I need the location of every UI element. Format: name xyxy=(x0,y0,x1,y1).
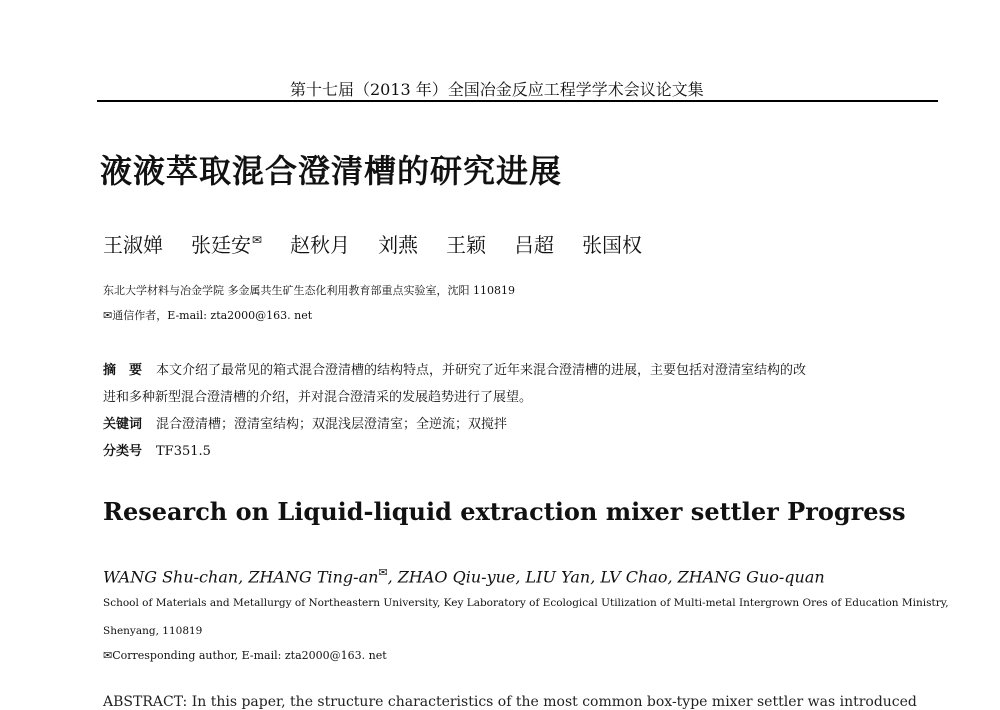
author-cn: 吕超 xyxy=(514,233,555,257)
classification-label: 分类号 xyxy=(103,444,143,459)
envelope-icon: ✉ xyxy=(252,233,263,248)
keywords-label: 关键词 xyxy=(103,417,143,432)
abstract-cn xyxy=(103,357,943,465)
corresponding-note-cn: ✉通信作者，E-mail: zta2000@163. net xyxy=(103,309,313,322)
abstract-label: 摘 要 xyxy=(103,363,143,378)
author-cn: 赵秋月 xyxy=(290,233,351,257)
affiliation-cn: 东北大学材料与冶金学院 多金属共生矿生态化利用教育部重点实验室，沈阳 110819 xyxy=(103,284,515,297)
keywords-text: 混合澄清槽；澄清室结构；双混浅层澄清室；全逆流；双搅拌 xyxy=(156,417,508,432)
author-list-cn xyxy=(103,229,642,258)
abstract-text-line1: 本文介绍了最常见的箱式混合澄清槽的结构特点，并研究了近年来混合澄清槽的进展，主要包括对澄清室结构的改 xyxy=(156,363,807,378)
author-cn: 王颖 xyxy=(446,233,487,257)
author-cn: 王淑婵 xyxy=(103,233,163,257)
author-cn: 张国权 xyxy=(582,233,643,257)
abstract-text-line2: 进和多种新型混合澄清槽的介绍，并对混合澄清采的发展趋势进行了展望。 xyxy=(103,390,533,405)
author-cn: 刘燕 xyxy=(378,233,419,257)
author-cn-corresponding xyxy=(191,229,262,258)
abstract-en-cutoff: ABSTRACT: In this paper, the structure characteristics of the most common box-type mixer settler was introduced xyxy=(103,694,917,710)
affiliation-en-line2: Shenyang, 110819 xyxy=(103,625,203,637)
authors-en-part2: , ZHAO Qiu-yue, LIU Yan, LV Chao, ZHANG Guo-quan xyxy=(387,567,825,587)
paper-title-en: Research on Liquid-liquid extraction mixer settler Progress xyxy=(103,497,906,526)
paper-title-cn: 液液萃取混合澄清槽的研究进展 xyxy=(100,152,563,190)
classification-text: TF351.5 xyxy=(156,444,211,459)
envelope-icon: ✉ xyxy=(378,566,388,579)
header-rule xyxy=(97,100,938,102)
running-header: 第十七届（2013 年）全国冶金反应工程学学术会议论文集 xyxy=(290,80,704,99)
affiliation-en-line1: School of Materials and Metallurgy of Northeastern University, Key Laboratory of Ecological Utilization of Multi-metal Intergrown Ores of Education Ministry, xyxy=(103,597,949,609)
corresponding-note-en: ✉Corresponding author, E-mail: zta2000@163. net xyxy=(103,649,387,662)
author-cn-name: 张廷安 xyxy=(191,233,251,257)
authors-en-part1: WANG Shu-chan, ZHANG Ting-an xyxy=(103,567,379,587)
author-list-en xyxy=(103,566,825,586)
